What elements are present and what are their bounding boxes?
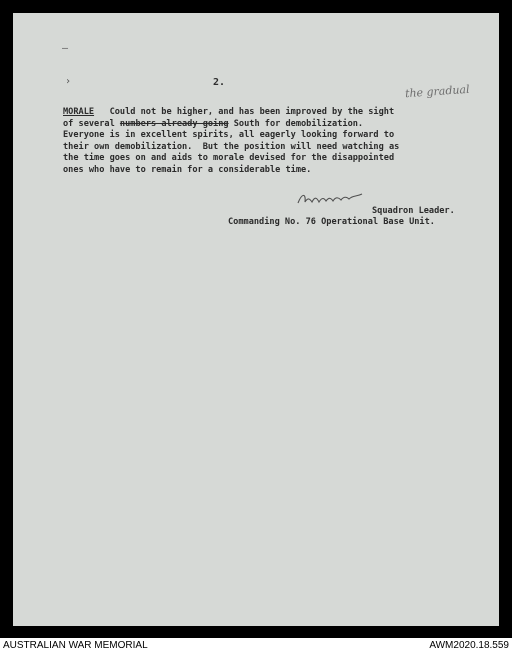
body-line: their own demobilization. But the position will need watching as — [63, 141, 400, 152]
document-body — [63, 107, 463, 176]
body-line: the time goes on and aids to morale devised for the disappointed — [63, 153, 395, 163]
signature-rank: Squadron Leader. — [372, 206, 455, 216]
body-line: Everyone is in excellent spirits, all eagerly looking forward to — [63, 130, 395, 140]
section-heading: MORALE — [63, 107, 95, 117]
margin-dash-mark: – — [62, 43, 69, 54]
signature-unit: Commanding No. 76 Operational Base Unit. — [228, 217, 435, 227]
body-line: ones who have to remain for a considerable time. — [63, 164, 312, 175]
page-number: 2. — [213, 77, 226, 88]
footer-institution: AUSTRALIAN WAR MEMORIAL — [3, 640, 148, 651]
body-line-1: MORALE Could not be higher, and has been improved by the sight — [63, 107, 395, 117]
footer-bar — [0, 638, 512, 653]
handwritten-signature — [296, 189, 366, 209]
struck-text: numbers already going — [119, 118, 229, 129]
footer-accession-number: AWM2020.18.559 — [429, 640, 509, 651]
body-line-2: of several numbers already going South for demobilization. — [63, 118, 364, 129]
handwritten-annotation: the gradual — [404, 82, 470, 101]
margin-arrow-mark: › — [65, 76, 72, 87]
document-page — [13, 13, 499, 626]
